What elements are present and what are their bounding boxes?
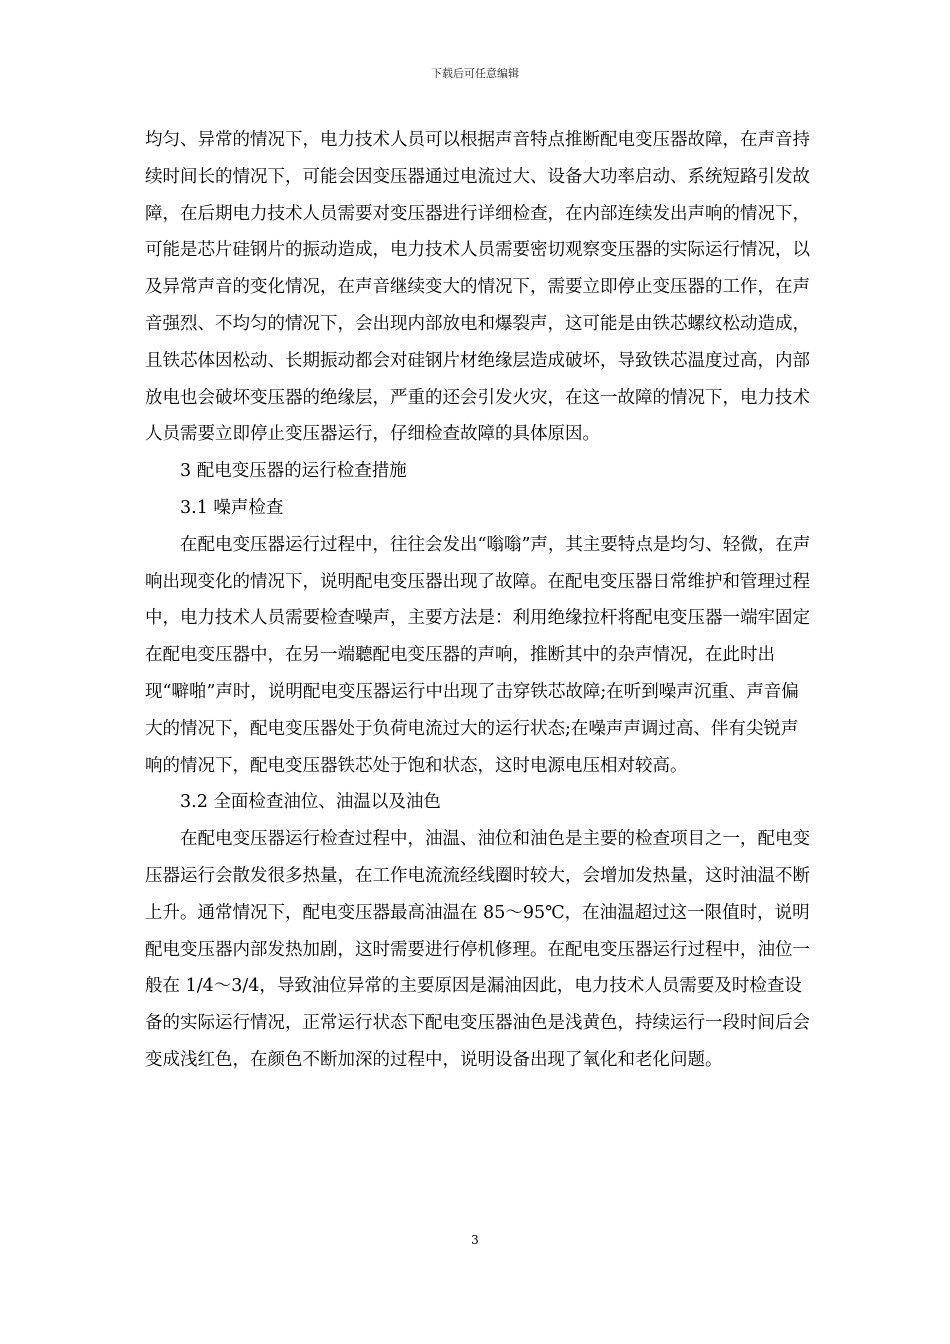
page-number: 3 <box>471 1233 479 1247</box>
paragraph-continued: 均匀、异常的情况下，电力技术人员可以根据声音特点推断配电变压器故障，在声音持续时间长的情况下，可能会因变压器通过电流过大、设备大功率启动、系统短路引发故障，在后期电力技术人员需要对变压器进行详细检查，在内部连续发出声响的情况下，可能是芯片硅钢片的振动造成，电力技术人员需要密切观察变压器的实际运行情况，以及异常声音的变化情况，在声音继续变大的情况下，需要立即停止变压器的工作，在声音强烈、不均匀的情况下，会出现内部放电和爆裂声，这可能是由铁芯螺纹松动造成，且铁芯体因松动、长期振动都会对硅钢片材绝缘层造成破坏，导致铁芯温度过高，内部放电也会破坏变压器的绝缘层，严重的还会引发火灾，在这一故障的情况下，电力技术人员需要立即停止变压器运行，仔细检查故障的具体原因。 <box>145 130 810 445</box>
paragraph-noise-check: 在配电变压器运行过程中，往往会发出“嗡嗡”声，其主要特点是均匀、轻微，在声响出现变化的情况下，说明配电变压器出现了故障。在配电变压器日常维护和管理过程中，电力技术人员需要检查噪声，主要方法是：利用绝缘拉杆将配电变压器一端牢固定在配电变压器中，在另一端聽配电变压器的声响，推断其中的杂声情况，在此时出现“噼啪”声时，说明配电变压器运行中出现了击穿铁芯故障;在听到噪声沉重、声音偏大的情况下，配电变压器处于负荷电流过大的运行状态;在噪声声调过高、伴有尖锐声响的情况下，配电变压器铁芯处于饱和状态，这时电源电压相对较高。 <box>145 534 811 776</box>
paragraph-oil-check: 在配电变压器运行检查过程中，油温、油位和油色是主要的检查项目之一，配电变压器运行会散发很多热量，在工作电流流经线圈时较大，会增加发热量，这时油温不断上升。通常情况下，配电变压器最高油温在 85～95℃，在油温超过这一限值时，说明配电变压器内部发热加剧，这时需要进行停机修理。在配电变压器运行过程中，油位一般在 1/4～3/4，导致油位异常的主要原因是漏油因此，电力技术人员需要及时检查设备的实际运行情况，正常运行状态下配电变压器油色是浅黄色，持续运行一段时间后会变成浅红色，在颜色不断加深的过程中，说明设备出现了氧化和老化问题。 <box>145 829 810 1070</box>
subsection-heading-3-1: 3.1 噪声检查 <box>180 497 284 518</box>
section-heading-3: 3 配电变压器的运行检查措施 <box>180 461 407 482</box>
page-header: 下载后可任意编辑 <box>431 67 519 80</box>
document-body <box>145 122 815 1079</box>
subsection-heading-3-2: 3.2 全面检查油位、油温以及油色 <box>180 792 441 813</box>
